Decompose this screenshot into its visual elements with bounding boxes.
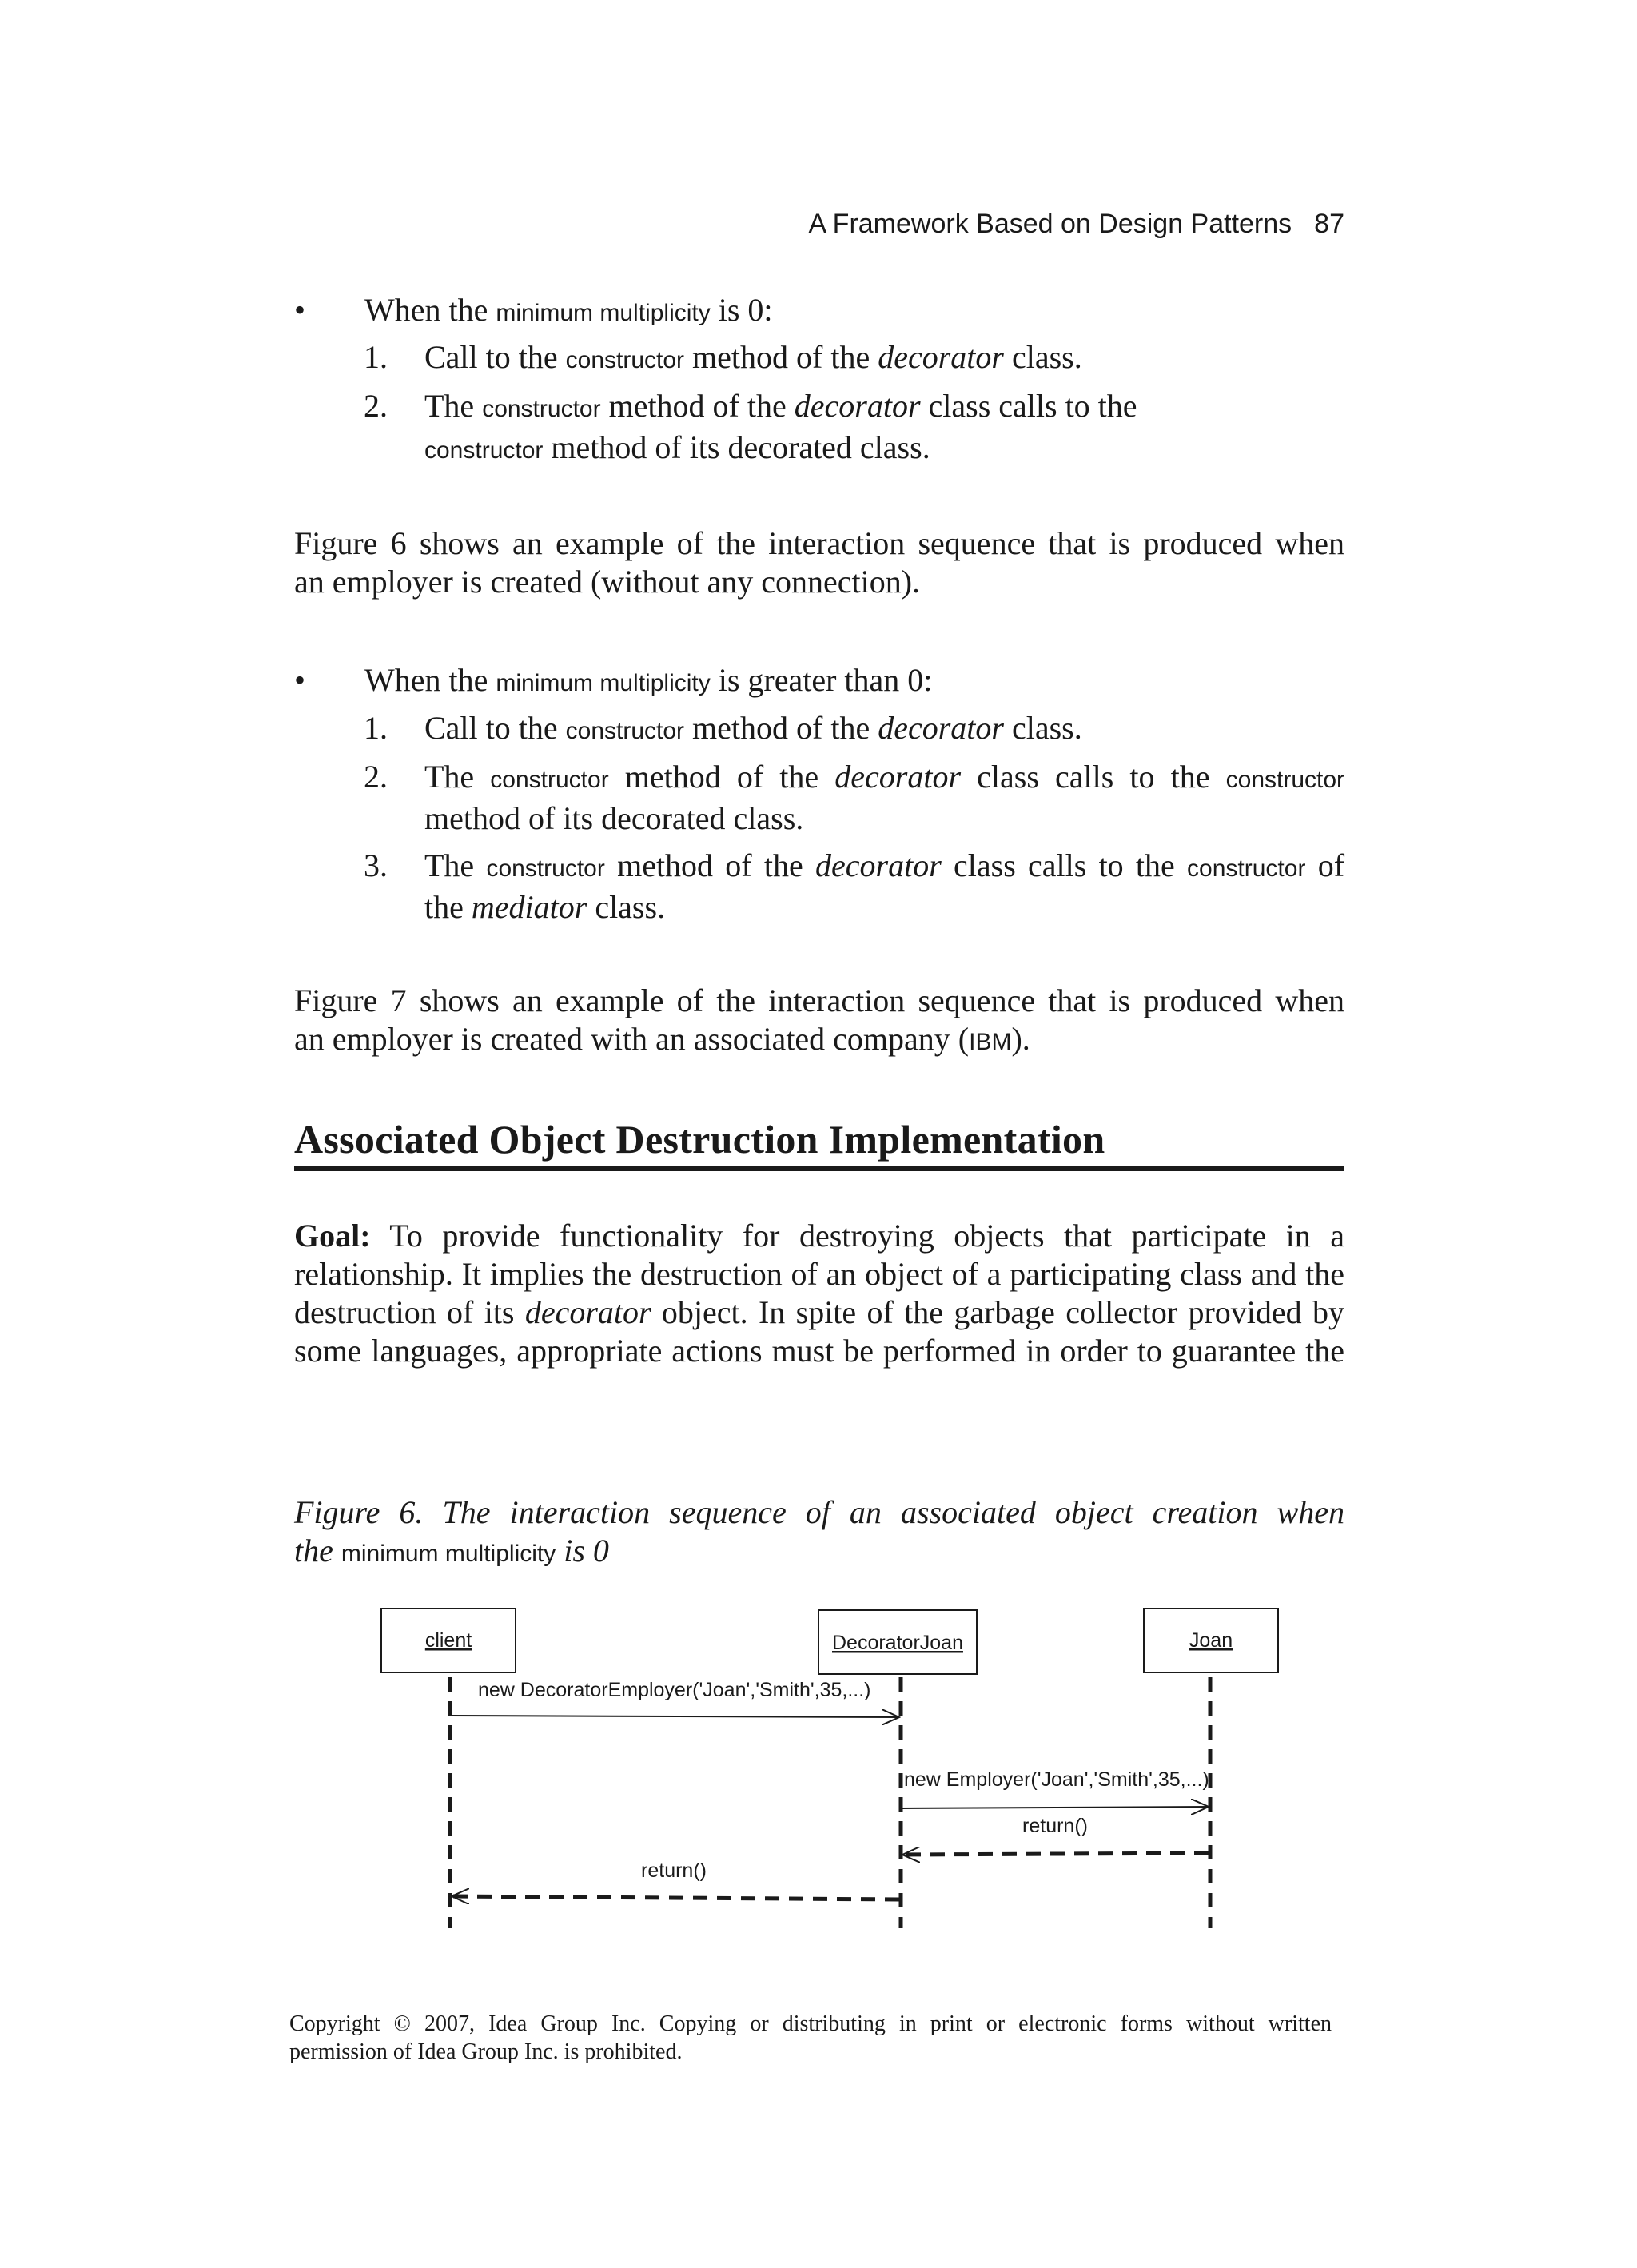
section-rule (294, 1166, 1344, 1171)
bullet-2-text: When the minimum multiplicity is greater than 0: (364, 662, 933, 698)
joan-box (1144, 1608, 1278, 1672)
client-box (381, 1608, 516, 1672)
bullet-dot: • (294, 662, 306, 698)
message-new-employer: new Employer('Joan','Smith',35,...) (904, 1768, 1209, 1791)
goal-paragraph: Goal: To provide functionality for destroying objects that participate in a relationship. It implies the destruction of an object of a participating class and the destruction of its decorator object. In spite of the garbage collector provided by some languages, appropriate actions must be performed in order to guarantee the (294, 1218, 1344, 1369)
bullet-dot: • (294, 292, 306, 328)
section-heading: Associated Object Destruction Implementation (294, 1117, 1105, 1162)
bullet-1-text: When the minimum multiplicity is 0: (364, 292, 773, 328)
decorator-joan-label: DecoratorJoan (832, 1632, 963, 1654)
joan-label: Joan (1189, 1629, 1233, 1652)
arrow-new-decorator-employer (452, 1716, 899, 1717)
message-return-joan: return() (1022, 1815, 1088, 1837)
paragraph-figure-7: Figure 7 shows an example of the interaction sequence that is produced when an employer is created with an associated company (IBM). (294, 983, 1344, 1057)
paragraph-figure-6: Figure 6 shows an example of the interaction sequence that is produced when an employer is created (without any connection). (294, 525, 1344, 600)
page-number: 87 (1314, 209, 1344, 239)
figure-caption: Figure 6. The interaction sequence of an associated object creation when the minimum multiplicity is 0 (294, 1494, 1344, 1568)
arrow-new-employer (902, 1807, 1209, 1808)
header-title: A Framework Based on Design Patterns (808, 209, 1292, 239)
client-label: client (424, 1629, 472, 1652)
running-header (294, 206, 1344, 241)
arrow-return-joan (902, 1853, 1209, 1855)
message-new-decorator-employer: new DecoratorEmployer('Joan','Smith',35,...) (478, 1679, 871, 1701)
copyright-footer: Copyright © 2007, Idea Group Inc. Copying or distributing in print or electronic forms without written permission of Idea Group Inc. is prohibited. (289, 2011, 1332, 2064)
arrow-return-client (452, 1896, 899, 1899)
message-return-client: return() (641, 1859, 707, 1882)
decorator-joan-box (818, 1610, 977, 1674)
